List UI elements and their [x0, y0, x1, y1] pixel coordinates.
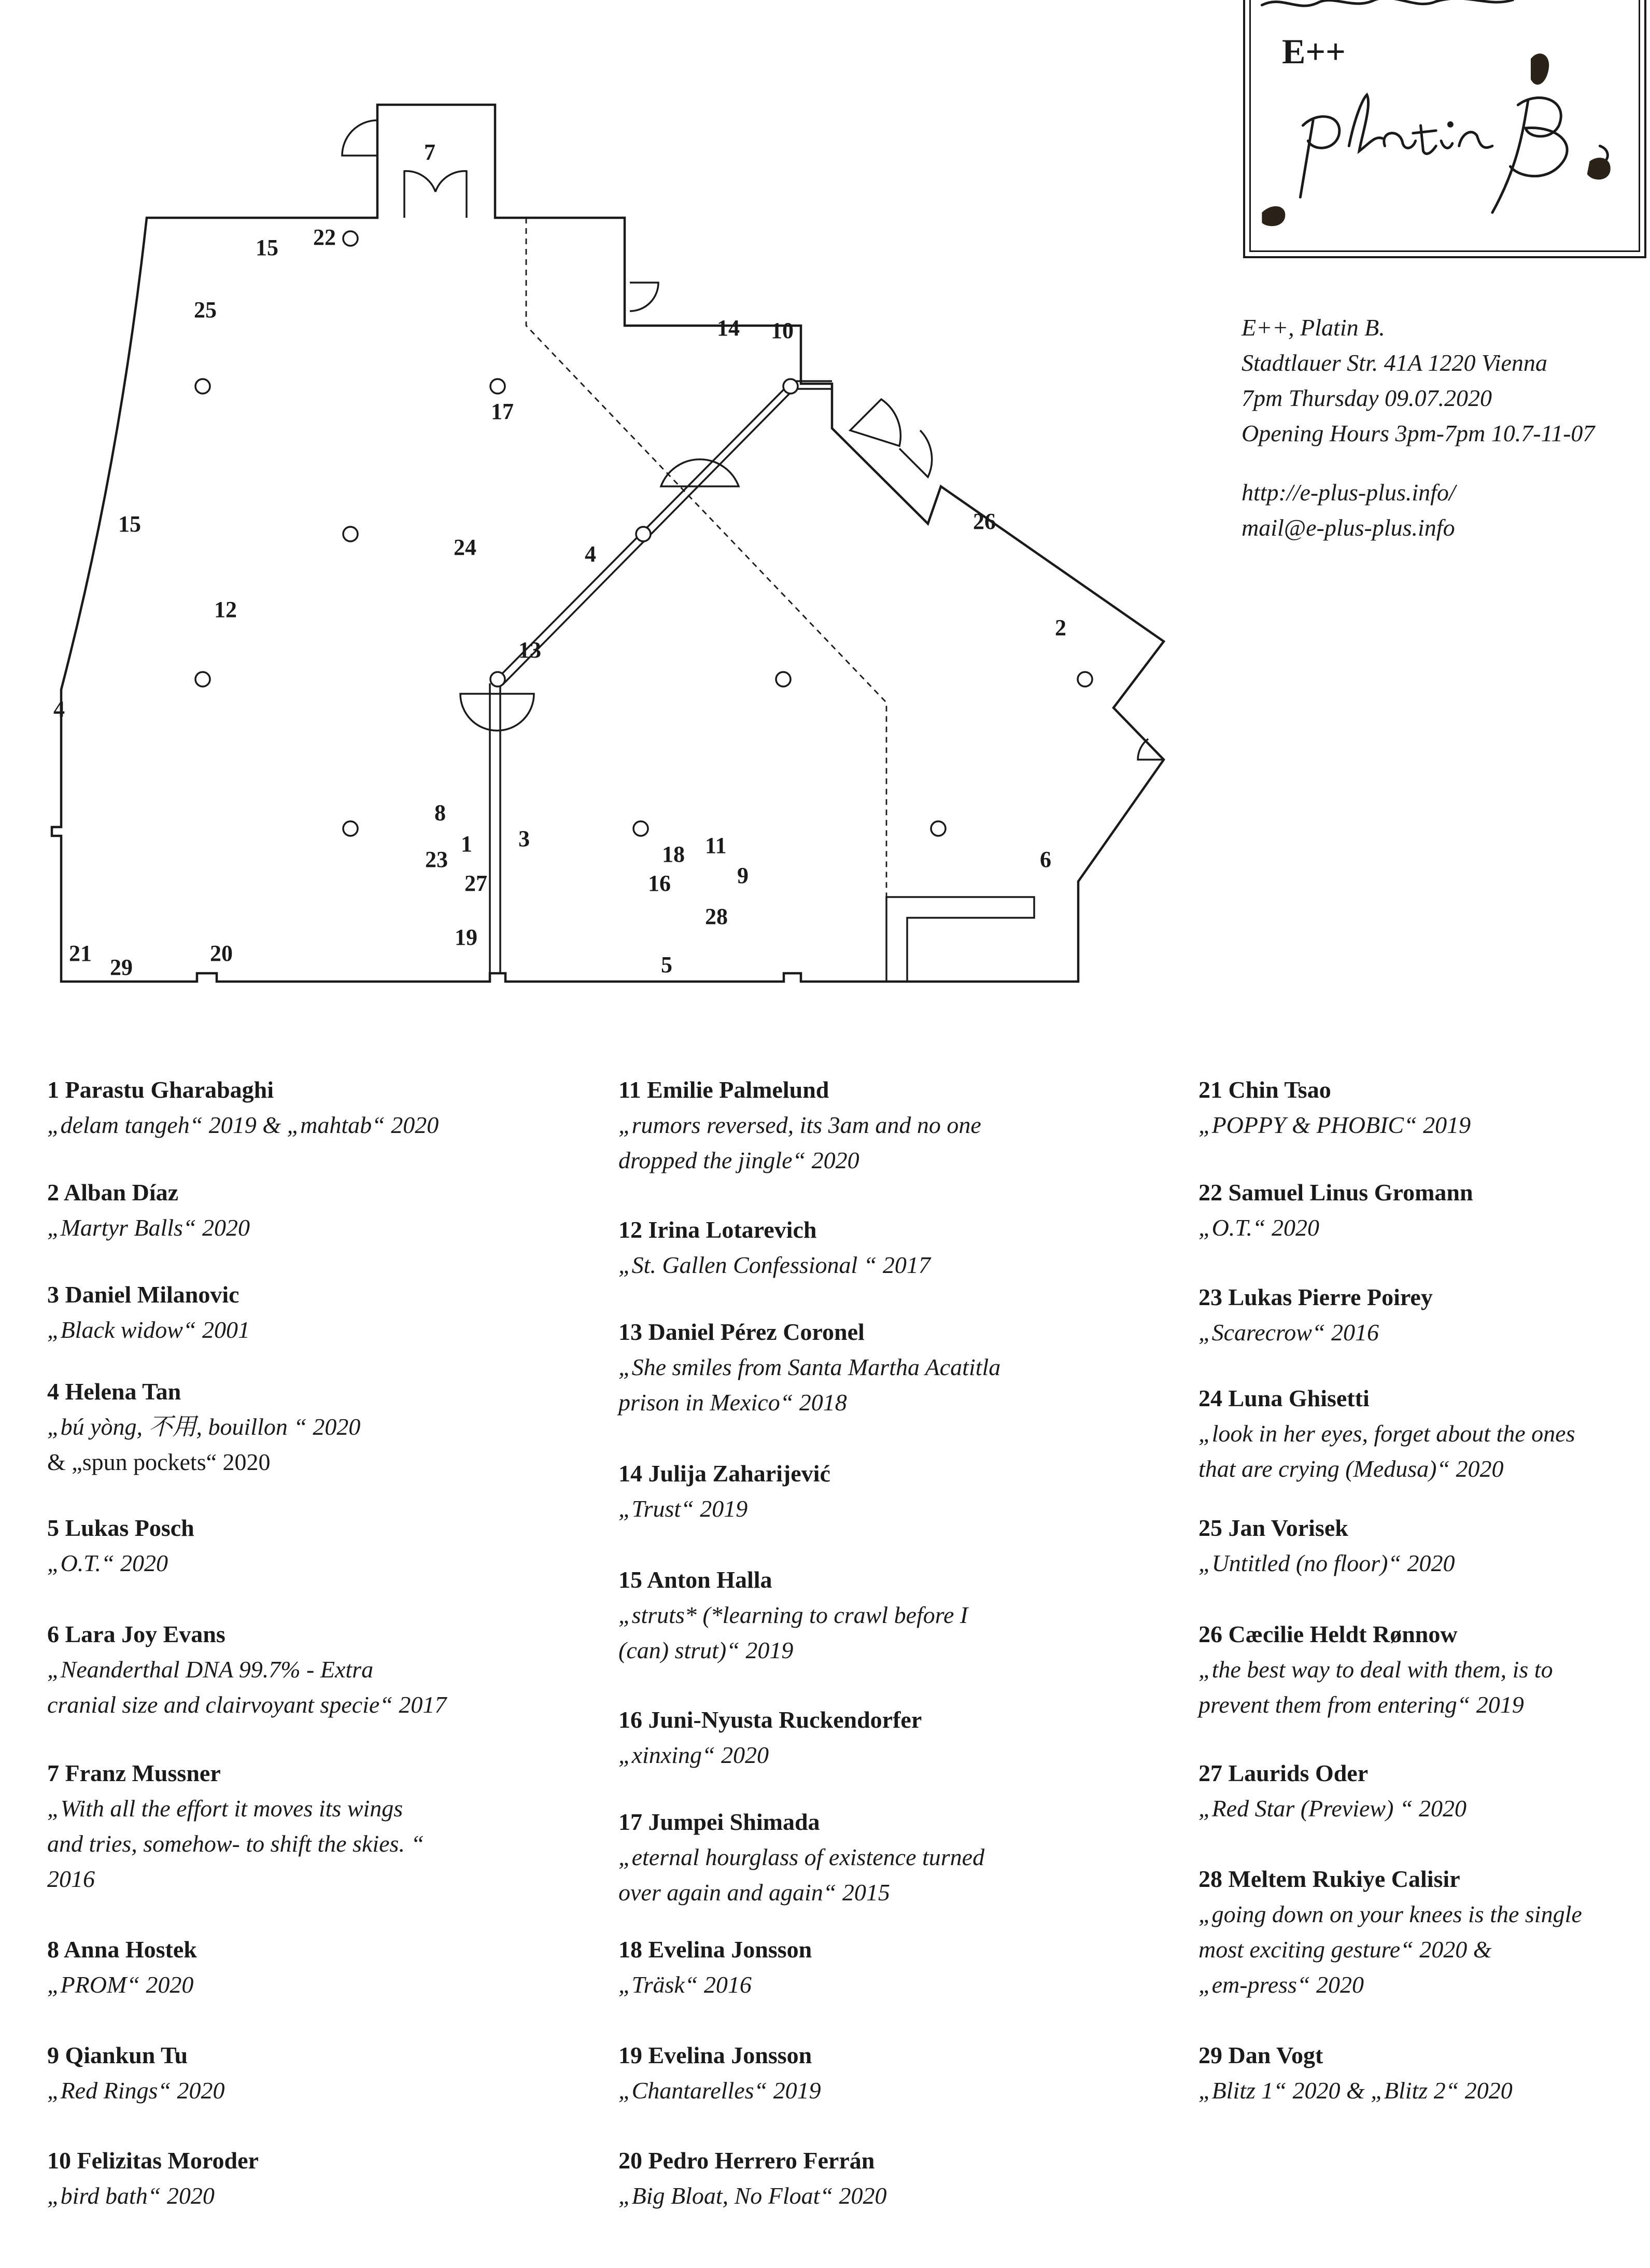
work-title: „St. Gallen Confessional “ 2017 — [618, 1252, 930, 1278]
artist-name: 13 Daniel Pérez Coronel — [618, 1319, 865, 1345]
logo-box — [1243, 0, 1646, 258]
floor-plan-dashed-line — [526, 218, 886, 897]
artwork-entry-6 — [47, 1617, 597, 1723]
artwork-entry-3 — [47, 1277, 597, 1348]
artwork-entry-8 — [47, 1932, 597, 2003]
work-title-3: „em-press“ 2020 — [1198, 1971, 1364, 1998]
work-title: „Black widow“ 2001 — [47, 1317, 250, 1343]
artist-name: 16 Juni-Nyusta Ruckendorfer — [618, 1706, 922, 1733]
plan-label-23: 23 — [425, 847, 448, 872]
work-title: „the best way to deal with them, is to — [1198, 1656, 1553, 1683]
work-title: „xinxing“ 2020 — [618, 1742, 769, 1768]
artist-name: 14 Julija Zaharijević — [618, 1460, 830, 1487]
artwork-entry-18 — [618, 1932, 1168, 2003]
artwork-entry-26 — [1198, 1617, 1650, 1723]
venue-name: E++, Platin B. — [1242, 314, 1385, 341]
plan-label-19: 19 — [455, 925, 477, 950]
artwork-entry-19 — [618, 2038, 1168, 2108]
work-title-2: (can) strut)“ 2019 — [618, 1637, 794, 1663]
floor-plan-outer-wall — [52, 105, 1164, 982]
artist-name: 8 Anna Hostek — [47, 1936, 197, 1963]
plan-label-2: 2 — [1055, 615, 1066, 640]
plan-label-4: 4 — [585, 541, 596, 567]
work-title: „struts* (*learning to crawl before I — [618, 1602, 968, 1628]
artwork-entry-27 — [1198, 1756, 1650, 1826]
plan-label-15: 15 — [256, 235, 278, 260]
website-link[interactable]: http://e-plus-plus.info/ — [1242, 479, 1456, 506]
artist-name: 19 Evelina Jonsson — [618, 2042, 812, 2068]
email-link[interactable]: mail@e-plus-plus.info — [1242, 514, 1455, 541]
work-title: „delam tangeh“ 2019 & „mahtab“ 2020 — [47, 1112, 439, 1138]
work-title-2: prison in Mexico“ 2018 — [618, 1389, 847, 1416]
artwork-entry-17 — [618, 1804, 1168, 1910]
work-title-2: dropped the jingle“ 2020 — [618, 1147, 859, 1173]
plan-label-13: 13 — [518, 637, 541, 663]
work-title-2: most exciting gesture“ 2020 & — [1198, 1936, 1492, 1963]
artist-name: 2 Alban Díaz — [47, 1179, 179, 1206]
work-title-2: & „spun pockets“ 2020 — [47, 1449, 271, 1475]
artist-name: 9 Qiankun Tu — [47, 2042, 188, 2068]
plan-label-27: 27 — [464, 871, 487, 896]
artist-name: 7 Franz Mussner — [47, 1760, 221, 1786]
plan-label-9: 9 — [737, 863, 749, 888]
artwork-entry-10 — [47, 2143, 597, 2214]
artwork-entry-13 — [618, 1314, 1168, 1420]
artwork-entry-1 — [47, 1072, 597, 1143]
work-title: „Red Rings“ 2020 — [47, 2077, 225, 2104]
plan-label-21: 21 — [69, 941, 92, 966]
plan-label-28: 28 — [705, 904, 728, 929]
work-title: „With all the effort it moves its wings — [47, 1795, 403, 1822]
plan-label-29: 29 — [110, 955, 133, 980]
artist-name: 22 Samuel Linus Gromann — [1198, 1179, 1473, 1206]
artist-name: 12 Irina Lotarevich — [618, 1216, 817, 1243]
exhibition-info — [1242, 310, 1595, 545]
artwork-entry-14 — [618, 1456, 1168, 1527]
logo-script-lettering — [1251, 0, 1639, 250]
work-title-3: 2016 — [47, 1866, 95, 1892]
opening-hours: Opening Hours 3pm-7pm 10.7-11-07 — [1242, 420, 1595, 446]
plan-label-20: 20 — [210, 941, 233, 966]
plan-label-12: 12 — [214, 597, 237, 622]
plan-label-10: 10 — [771, 318, 794, 343]
work-title-2: prevent them from entering“ 2019 — [1198, 1691, 1524, 1718]
work-title: „Chantarelles“ 2019 — [618, 2077, 821, 2104]
work-title: „PROM“ 2020 — [47, 1971, 194, 1998]
artwork-entry-12 — [618, 1212, 1168, 1283]
artwork-entry-24 — [1198, 1381, 1650, 1487]
door-14 — [630, 283, 658, 311]
work-title: „O.T.“ 2020 — [1198, 1214, 1320, 1241]
artist-name: 1 Parastu Gharabaghi — [47, 1076, 274, 1103]
work-title: „POPPY & PHOBIC“ 2019 — [1198, 1112, 1471, 1138]
plan-label-22: 22 — [313, 225, 336, 250]
plan-label-3: 3 — [518, 826, 530, 851]
artist-name: 17 Jumpei Shimada — [618, 1809, 820, 1835]
door-center — [661, 459, 739, 486]
work-title: „Trust“ 2019 — [618, 1495, 748, 1522]
plan-label-26: 26 — [973, 509, 996, 534]
artist-name: 5 Lukas Posch — [47, 1515, 194, 1541]
work-title: „eternal hourglass of existence turned — [618, 1844, 985, 1870]
work-title: „Scarecrow“ 2016 — [1198, 1319, 1379, 1346]
artist-name: 20 Pedro Herrero Ferrán — [618, 2147, 875, 2174]
work-title: „bú yòng, 不用, bouillon “ 2020 — [47, 1413, 361, 1440]
work-title: „She smiles from Santa Martha Acatitla — [618, 1354, 1001, 1380]
artist-name: 3 Daniel Milanovic — [47, 1281, 239, 1308]
work-title: „O.T.“ 2020 — [47, 1550, 168, 1576]
plan-label-15b: 15 — [118, 511, 141, 537]
artist-name: 25 Jan Vorisek — [1198, 1515, 1348, 1541]
work-title: „rumors reversed, its 3am and no one — [618, 1112, 981, 1138]
plan-label-4b: 4 — [53, 696, 65, 722]
plan-label-25: 25 — [194, 297, 217, 323]
artwork-entry-5 — [47, 1510, 597, 1581]
artwork-entry-16 — [618, 1702, 1168, 1773]
artist-name: 29 Dan Vogt — [1198, 2042, 1323, 2068]
door-13 — [460, 694, 534, 731]
plan-label-14: 14 — [717, 315, 740, 341]
artwork-entry-23 — [1198, 1280, 1650, 1350]
opening-time: 7pm Thursday 09.07.2020 — [1242, 385, 1492, 411]
work-title-2: that are crying (Medusa)“ 2020 — [1198, 1455, 1504, 1482]
artist-name: 26 Cæcilie Heldt Rønnow — [1198, 1621, 1458, 1647]
work-title: „Untitled (no floor)“ 2020 — [1198, 1550, 1455, 1576]
artist-name: 23 Lukas Pierre Poirey — [1198, 1284, 1433, 1310]
plan-label-24: 24 — [454, 535, 476, 560]
artist-name: 10 Felizitas Moroder — [47, 2147, 259, 2174]
door-7 — [342, 120, 467, 218]
artwork-entry-20 — [618, 2143, 1168, 2214]
artwork-entry-9 — [47, 2038, 597, 2108]
door-26b — [899, 430, 932, 477]
floor-plan-interior-wall — [490, 683, 500, 973]
work-title: „look in her eyes, forget about the ones — [1198, 1420, 1575, 1447]
artist-name: 11 Emilie Palmelund — [618, 1076, 829, 1103]
plan-label-18: 18 — [662, 842, 685, 867]
artwork-entry-2 — [47, 1175, 597, 1245]
work-title: „Big Bloat, No Float“ 2020 — [618, 2182, 887, 2209]
work-title: „going down on your knees is the single — [1198, 1901, 1582, 1927]
artwork-entry-4 — [47, 1374, 597, 1480]
artwork-entry-28 — [1198, 1861, 1650, 2003]
work-title: „Neanderthal DNA 99.7% - Extra — [47, 1656, 374, 1683]
floor-plan-partition — [886, 897, 1034, 982]
artwork-entry-29 — [1198, 2038, 1650, 2108]
logo-eplus: E++ — [1282, 32, 1346, 71]
artist-name: 6 Lara Joy Evans — [47, 1621, 225, 1647]
logo-inner-frame — [1249, 0, 1640, 252]
plan-label-11: 11 — [705, 833, 727, 858]
venue-address: Stadtlauer Str. 41A 1220 Vienna — [1242, 349, 1547, 376]
work-title: „Träsk“ 2016 — [618, 1971, 752, 1998]
door-26a — [850, 399, 900, 446]
artwork-entry-22 — [1198, 1175, 1650, 1245]
plan-label-5: 5 — [661, 952, 672, 977]
artist-name: 27 Laurids Oder — [1198, 1760, 1369, 1786]
plan-label-16: 16 — [648, 871, 671, 896]
plan-label-1: 1 — [461, 831, 472, 857]
work-title-2: over again and again“ 2015 — [618, 1879, 890, 1906]
work-title: „Blitz 1“ 2020 & „Blitz 2“ 2020 — [1198, 2077, 1513, 2104]
work-title: „Red Star (Preview) “ 2020 — [1198, 1795, 1467, 1822]
artist-name: 18 Evelina Jonsson — [618, 1936, 812, 1963]
artist-name: 21 Chin Tsao — [1198, 1076, 1331, 1103]
artwork-entry-15 — [618, 1562, 1168, 1668]
artwork-entry-21 — [1198, 1072, 1650, 1143]
work-title-2: and tries, somehow- to shift the skies. “ — [47, 1830, 425, 1857]
plan-label-7: 7 — [424, 139, 435, 165]
artwork-entry-7 — [47, 1756, 597, 1897]
plan-label-6: 6 — [1040, 847, 1051, 872]
artist-name: 28 Meltem Rukiye Calisir — [1198, 1866, 1460, 1892]
artwork-entry-11 — [618, 1072, 1168, 1178]
plan-label-17: 17 — [491, 399, 514, 424]
plan-label-8: 8 — [434, 800, 446, 825]
work-title: „bird bath“ 2020 — [47, 2182, 215, 2209]
artist-name: 24 Luna Ghisetti — [1198, 1385, 1370, 1411]
work-title-2: cranial size and clairvoyant specie“ 2017 — [47, 1691, 447, 1718]
floor-plan-columns — [195, 231, 1092, 836]
artist-name: 15 Anton Halla — [618, 1566, 772, 1593]
work-title: „Martyr Balls“ 2020 — [47, 1214, 250, 1241]
artist-name: 4 Helena Tan — [47, 1378, 181, 1405]
artwork-entry-25 — [1198, 1510, 1650, 1581]
